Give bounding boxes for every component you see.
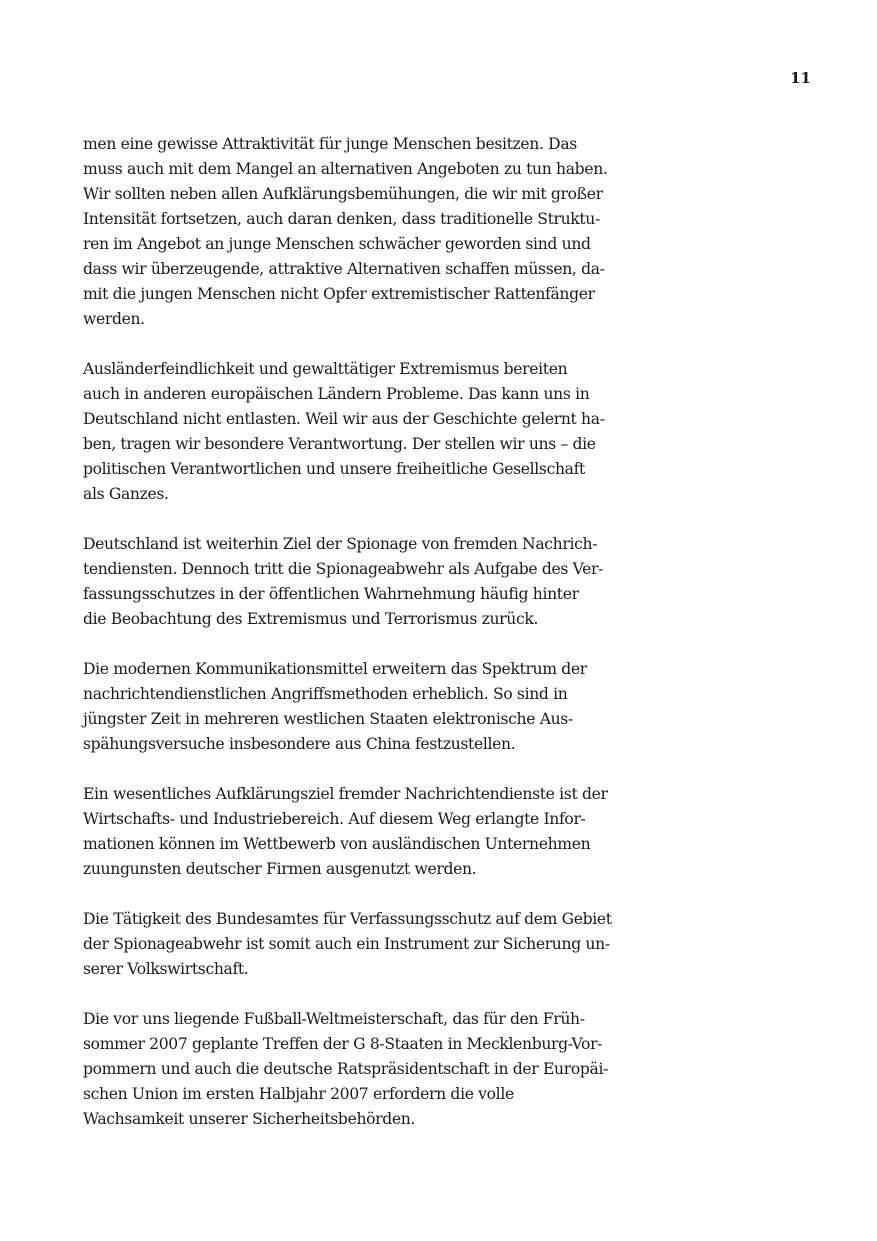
text-line: Intensität fortsetzen, auch daran denken, dass traditionelle Struktu- [83,210,600,228]
text-line: auch in anderen europäischen Ländern Probleme. Das kann uns in [83,385,590,403]
text-line: zuungunsten deutscher Firmen ausgenutzt werden. [83,860,477,878]
paragraph-communication-methods [83,657,643,757]
text-line: mationen können im Wettbewerb von ausländischen Unternehmen [83,835,591,853]
text-line: Die Tätigkeit des Bundesamtes für Verfassungsschutz auf dem Gebiet [83,910,612,928]
paragraph-xenophobia [83,357,643,507]
text-line: der Spionageabwehr ist somit auch ein Instrument zur Sicherung un- [83,935,610,953]
text-line: schen Union im ersten Halbjahr 2007 erfordern die volle [83,1085,514,1103]
text-line: nachrichtendienstlichen Angriffsmethoden erheblich. So sind in [83,685,568,703]
text-line: werden. [83,310,145,328]
text-line: dass wir überzeugende, attraktive Alternativen schaffen müssen, da- [83,260,605,278]
text-line: die Beobachtung des Extremismus und Terrorismus zurück. [83,610,539,628]
text-line: Die vor uns liegende Fußball-Weltmeisterschaft, das für den Früh- [83,1010,585,1028]
body-text [83,132,643,1157]
text-line: men eine gewisse Attraktivität für junge Menschen besitzen. Das [83,135,577,153]
text-line: pommern und auch die deutsche Ratspräsidentschaft in der Europäi- [83,1060,609,1078]
text-line: als Ganzes. [83,485,169,503]
text-line: mit die jungen Menschen nicht Opfer extremistischer Rattenfänger [83,285,595,303]
text-line: Ausländerfeindlichkeit und gewalttätiger Extremismus bereiten [83,360,568,378]
text-line: Deutschland ist weiterhin Ziel der Spionage von fremden Nachrich- [83,535,598,553]
text-line: Wir sollten neben allen Aufklärungsbemühungen, die wir mit großer [83,185,603,203]
text-line: muss auch mit dem Mangel an alternativen Angeboten zu tun haben. [83,160,608,178]
paragraph-counterintelligence [83,907,643,982]
text-line: jüngster Zeit in mehreren westlichen Staaten elektronische Aus- [83,710,573,728]
text-line: tendiensten. Dennoch tritt die Spionageabwehr als Aufgabe des Ver- [83,560,604,578]
text-line: sommer 2007 geplante Treffen der G 8-Staaten in Mecklenburg-Vor- [83,1035,603,1053]
text-line: ben, tragen wir besondere Verantwortung. Der stellen wir uns – die [83,435,596,453]
text-line: Ein wesentliches Aufklärungsziel fremder Nachrichtendienste ist der [83,785,608,803]
text-line: serer Volkswirtschaft. [83,960,249,978]
text-line: Wachsamkeit unserer Sicherheitsbehörden. [83,1110,416,1128]
text-line: Die modernen Kommunikationsmittel erweitern das Spektrum der [83,660,587,678]
text-line: fassungsschutzes in der öffentlichen Wahrnehmung häufig hinter [83,585,579,603]
text-line: Deutschland nicht entlasten. Weil wir aus der Geschichte gelernt ha- [83,410,605,428]
text-line: ren im Angebot an junge Menschen schwächer geworden sind und [83,235,591,253]
paragraph-economic-espionage [83,782,643,882]
paragraph-youth-attractiveness [83,132,643,332]
page-number: 11 [790,69,811,87]
paragraph-upcoming-events [83,1007,643,1132]
paragraph-espionage-target [83,532,643,632]
text-line: Wirtschafts- und Industriebereich. Auf diesem Weg erlangte Infor- [83,810,586,828]
text-line: politischen Verantwortlichen und unsere freiheitliche Gesellschaft [83,460,585,478]
text-line: spähungsversuche insbesondere aus China festzustellen. [83,735,516,753]
